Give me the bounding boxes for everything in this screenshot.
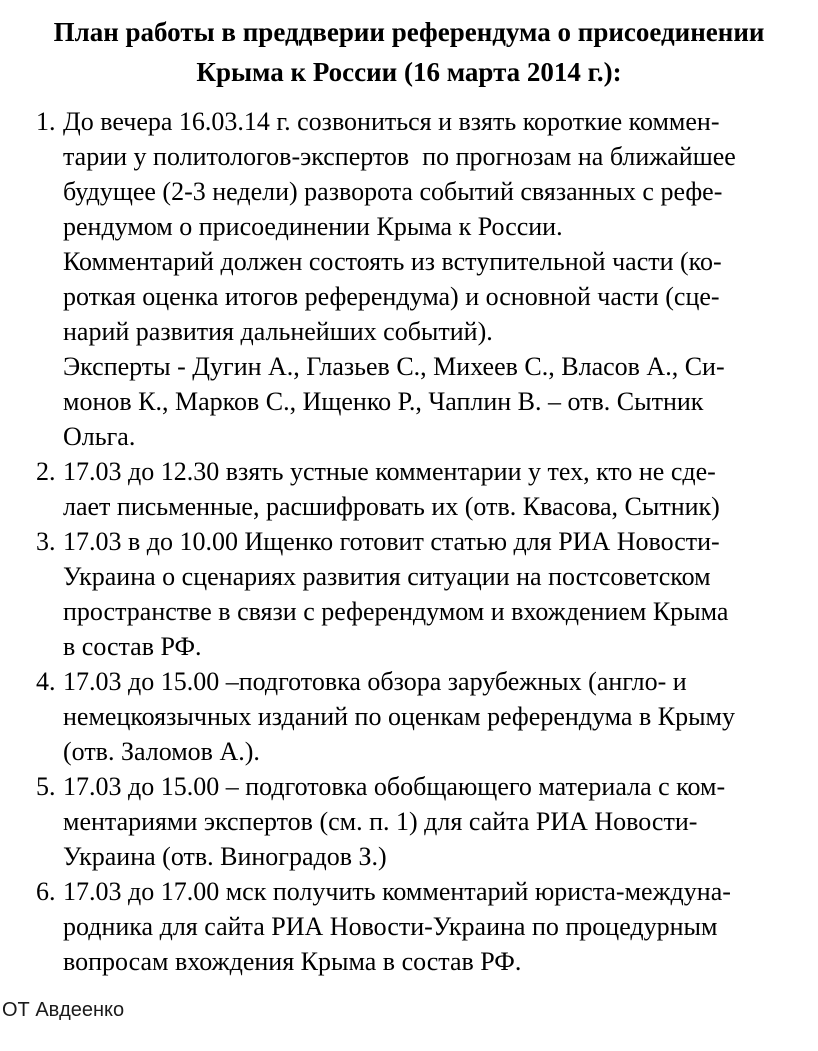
text-line: родника для сайта РИА Новости-Украина по процедурным [63,912,718,941]
list-item [0,524,818,664]
list-item-number: 4. [36,667,56,696]
list-item-number: 2. [36,457,56,486]
list-item-number: 3. [36,527,56,556]
text-line: До вечера 16.03.14 г. созвониться и взять короткие коммен- [63,107,720,136]
text-line: в состав РФ. [63,632,202,661]
document-title [10,12,808,92]
list-item-text [63,524,728,664]
text-line: нарий развития дальнейших событий). [63,317,493,346]
text-line: монов К., Марков С., Ищенко Р., Чаплин В. – отв. Сытник [63,387,704,416]
document-page [0,12,818,1021]
text-line: роткая оценка итогов референдума) и основной части (сце- [63,282,720,311]
text-line: Эксперты - Дугин А., Глазьев С., Михеев С., Власов А., Си- [63,352,725,381]
list-item-number: 5. [36,772,56,801]
text-line: 17.03 до 15.00 –подготовка обзора зарубежных (англо- и [63,667,687,696]
title-line: План работы в преддверии референдума о присоединении [53,17,765,47]
text-line: Украина о сценариях развития ситуации на постсоветском [63,562,711,591]
list-item [0,454,818,524]
text-line: будущее (2-3 недели) разворота событий связанных с рефе- [63,177,723,206]
list-item-text [63,664,735,769]
list-item [0,769,818,874]
list-item [0,664,818,769]
text-line: тарии у политологов-экспертов по прогнозам на ближайшее [63,142,736,171]
text-line: 17.03 до 15.00 – подготовка обобщающего материала с ком- [63,772,726,801]
text-line: 17.03 в до 10.00 Ищенко готовит статью для РИА Новости- [63,527,720,556]
text-line: вопросам вхождения Крыма в состав РФ. [63,947,522,976]
list-item-text [63,454,720,524]
footer-note: ОТ Авдеенко [2,999,125,1021]
text-line: пространстве в связи с референдумом и вхождением Крыма [63,597,729,626]
text-line: 17.03 до 17.00 мск получить комментарий юриста-междуна- [63,877,731,906]
list-item-number: 6. [36,877,56,906]
text-line: рендумом о присоединении Крыма к России. [63,212,563,241]
text-line: Украина (отв. Виноградов З.) [63,842,387,871]
text-line: лает письменные, расшифровать их (отв. Квасова, Сытник) [63,492,720,521]
title-line: Крыма к России (16 марта 2014 г.): [196,57,622,87]
list-item-text [63,874,731,979]
text-line: Ольга. [63,422,136,451]
text-line: (отв. Заломов А.). [63,737,260,766]
list-item-number: 1. [36,107,56,136]
text-line: Комментарий должен состоять из вступительной части (ко- [63,247,722,276]
list-item-text [63,104,736,454]
list-item-text [63,769,725,874]
text-line: ментариями экспертов (см. п. 1) для сайта РИА Новости- [63,807,698,836]
list-item [0,104,818,454]
text-line: 17.03 до 12.30 взять устные комментарии у тех, кто не сде- [63,457,716,486]
list-item [0,874,818,979]
text-line: немецкоязычных изданий по оценкам референдума в Крыму [63,702,736,731]
plan-list [0,104,818,979]
